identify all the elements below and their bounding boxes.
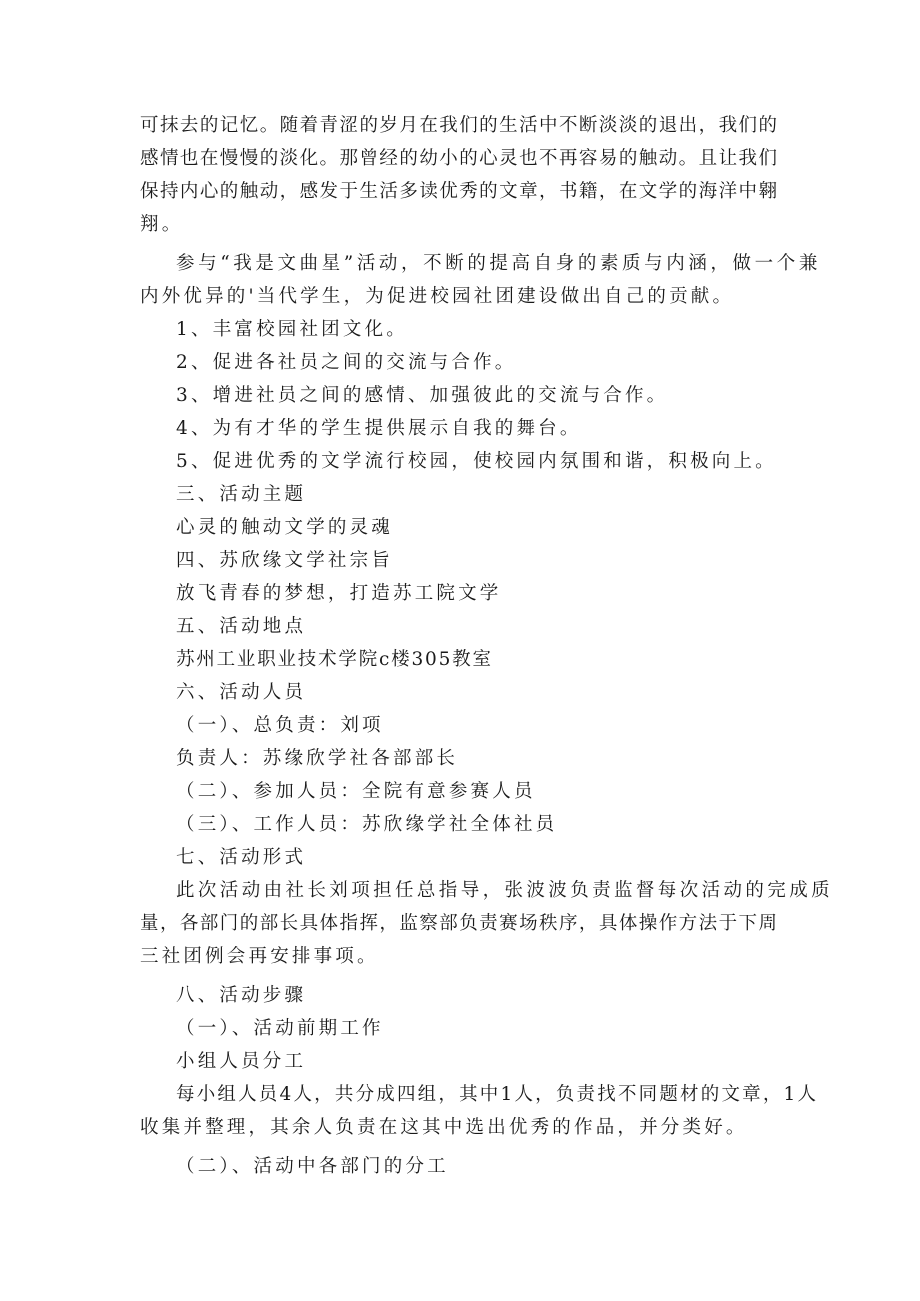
- section-heading: 七、活动形式: [176, 847, 307, 868]
- section-text: （一）、总负责：刘项: [176, 715, 384, 736]
- section-heading: 四、苏欣缘文学社宗旨: [176, 550, 394, 571]
- paragraph-line: 三社团例会再安排事项。: [140, 946, 379, 967]
- section-text: （三）、工作人员：苏欣缘学社全体社员: [176, 814, 558, 835]
- section-heading: 八、活动步骤: [176, 985, 307, 1006]
- list-item: 5、促进优秀的文学流行校园，使校园内氛围和谐，积极向上。: [176, 451, 777, 472]
- section-heading: 五、活动地点: [176, 616, 307, 637]
- section-text: 小组人员分工: [176, 1051, 307, 1072]
- section-heading: 三、活动主题: [176, 484, 307, 505]
- paragraph-line: 感情也在慢慢的淡化。那曾经的幼小的心灵也不再容易的触动。且让我们: [140, 148, 777, 169]
- list-item: 1、丰富校园社团文化。: [176, 319, 408, 340]
- paragraph-line: 保持内心的触动，感发于生活多读优秀的文章，书籍，在文学的海洋中翱: [140, 181, 777, 202]
- section-text: 苏州工业职业技术学院c楼305教室: [176, 649, 493, 670]
- paragraph-line: 内外优异的'当代学生，为促进校园社团建设做出自己的贡献。: [140, 286, 735, 307]
- section-text: （二）、活动中各部门的分工: [176, 1156, 449, 1177]
- paragraph-line: 量，各部门的部长具体指挥，监察部负责赛场秩序，具体操作方法于下周: [140, 913, 777, 934]
- section-text: 放飞青春的梦想，打造苏工院文学: [176, 583, 502, 604]
- section-text: 心灵的触动文学的灵魂: [176, 517, 394, 538]
- paragraph-line: 参与“我是文曲星”活动，不断的提高自身的素质与内涵，做一个兼: [176, 253, 821, 274]
- section-text: 负责人：苏缘欣学社各部部长: [176, 748, 459, 769]
- paragraph-line: 此次活动由社长刘项担任总指导，张波波负责监督每次活动的完成质: [176, 880, 834, 901]
- list-item: 3、增进社员之间的感情、加强彼此的交流与合作。: [176, 385, 669, 406]
- paragraph-line: 翔。: [140, 214, 184, 235]
- list-item: 2、促进各社员之间的交流与合作。: [176, 352, 517, 373]
- section-text: （一）、活动前期工作: [176, 1018, 384, 1039]
- paragraph-line: 收集并整理，其余人负责在这其中选出优秀的作品，并分类好。: [140, 1117, 748, 1138]
- paragraph-line: 每小组人员4人，共分成四组，其中1人，负责找不同题材的文章，1人: [176, 1084, 819, 1105]
- section-text: （二）、参加人员：全院有意参赛人员: [176, 781, 536, 802]
- section-heading: 六、活动人员: [176, 682, 307, 703]
- list-item: 4、为有才华的学生提供展示自我的舞台。: [176, 418, 582, 439]
- paragraph-line: 可抹去的记忆。随着青涩的岁月在我们的生活中不断淡淡的退出，我们的: [140, 115, 777, 136]
